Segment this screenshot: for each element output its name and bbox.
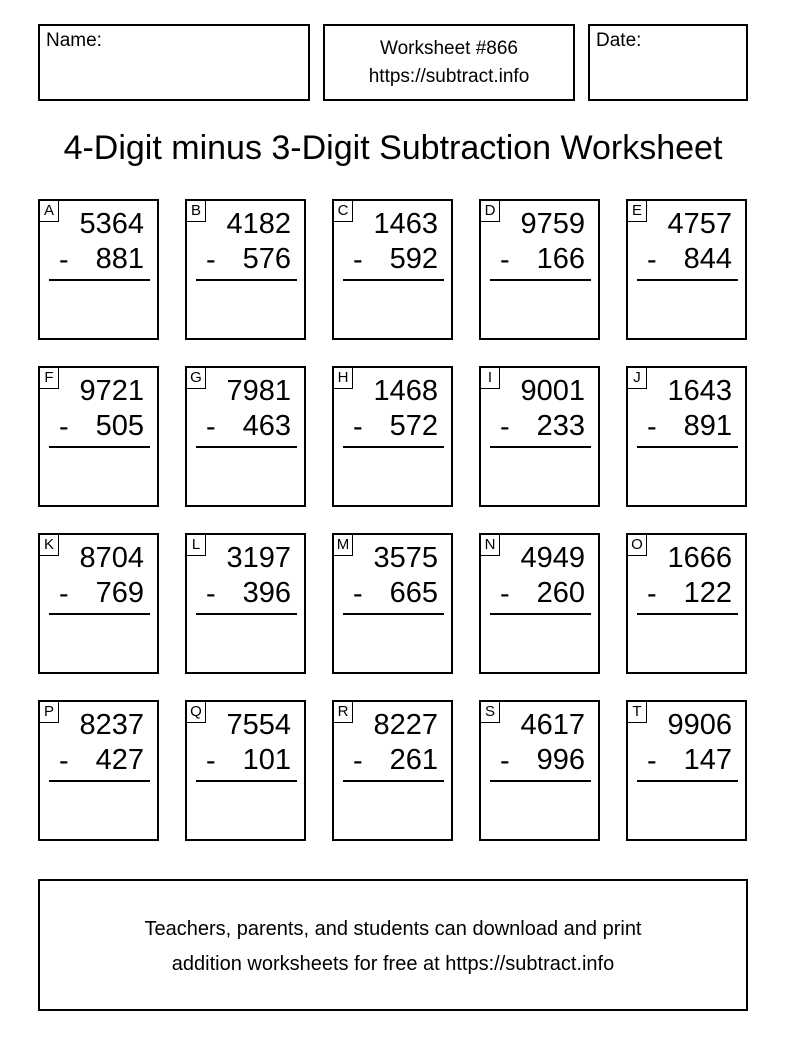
subtrahend: 261: [389, 744, 438, 776]
problem-l[interactable]: [185, 533, 306, 674]
problem-e[interactable]: [626, 199, 747, 340]
minuend: 5364: [79, 208, 144, 240]
problem-m[interactable]: [332, 533, 453, 674]
problem-letter: O: [627, 534, 647, 556]
minus-sign: -: [353, 578, 363, 610]
minuend: 8704: [79, 542, 144, 574]
answer-line: [637, 613, 738, 615]
minuend: 4182: [226, 208, 291, 240]
footer-line-2: addition worksheets for free at https://subtract.info: [171, 953, 615, 975]
minuend: 1463: [373, 208, 438, 240]
problem-r[interactable]: [332, 700, 453, 841]
subtrahend: 844: [683, 243, 732, 275]
subtrahend: 260: [536, 577, 585, 609]
worksheet-info-box: [323, 24, 575, 101]
problem-s[interactable]: [479, 700, 600, 841]
footer-line-1: Teachers, parents, and students can download and print: [144, 918, 642, 940]
problem-letter: D: [480, 200, 500, 222]
subtrahend: 463: [242, 410, 291, 442]
problem-letter: N: [480, 534, 500, 556]
subtrahend: 505: [95, 410, 144, 442]
minus-sign: -: [206, 411, 216, 443]
answer-line: [49, 780, 150, 782]
name-label: Name:: [46, 30, 102, 51]
minuend: 3575: [373, 542, 438, 574]
date-field[interactable]: [588, 24, 748, 101]
problem-n[interactable]: [479, 533, 600, 674]
name-field[interactable]: [38, 24, 310, 101]
subtrahend: 101: [242, 744, 291, 776]
problem-letter: L: [186, 534, 206, 556]
problem-letter: M: [333, 534, 353, 556]
minus-sign: -: [206, 244, 216, 276]
answer-line: [49, 446, 150, 448]
answer-line: [196, 780, 297, 782]
minus-sign: -: [59, 411, 69, 443]
problem-b[interactable]: [185, 199, 306, 340]
subtrahend: 592: [389, 243, 438, 275]
answer-line: [490, 613, 591, 615]
subtrahend: 881: [95, 243, 144, 275]
answer-line: [343, 446, 444, 448]
subtrahend: 122: [683, 577, 732, 609]
problem-f[interactable]: [38, 366, 159, 507]
problem-q[interactable]: [185, 700, 306, 841]
subtrahend: 166: [536, 243, 585, 275]
subtrahend: 996: [536, 744, 585, 776]
minus-sign: -: [647, 578, 657, 610]
problem-letter: A: [39, 200, 59, 222]
minus-sign: -: [500, 411, 510, 443]
problem-letter: K: [39, 534, 59, 556]
subtrahend: 396: [242, 577, 291, 609]
problem-letter: H: [333, 367, 353, 389]
answer-line: [490, 780, 591, 782]
problem-letter: R: [333, 701, 353, 723]
problem-d[interactable]: [479, 199, 600, 340]
problem-letter: Q: [186, 701, 206, 723]
answer-line: [196, 613, 297, 615]
minuend: 4757: [667, 208, 732, 240]
minus-sign: -: [353, 244, 363, 276]
minuend: 1666: [667, 542, 732, 574]
subtrahend: 233: [536, 410, 585, 442]
answer-line: [343, 613, 444, 615]
subtrahend: 891: [683, 410, 732, 442]
minuend: 7554: [226, 709, 291, 741]
minus-sign: -: [647, 244, 657, 276]
minus-sign: -: [206, 578, 216, 610]
problem-letter: P: [39, 701, 59, 723]
minuend: 9721: [79, 375, 144, 407]
minus-sign: -: [59, 745, 69, 777]
problem-c[interactable]: [332, 199, 453, 340]
problem-p[interactable]: [38, 700, 159, 841]
problem-letter: J: [627, 367, 647, 389]
answer-line: [490, 446, 591, 448]
problem-letter: B: [186, 200, 206, 222]
minuend: 4617: [520, 709, 585, 741]
answer-line: [49, 613, 150, 615]
minuend: 4949: [520, 542, 585, 574]
problem-k[interactable]: [38, 533, 159, 674]
date-label: Date:: [596, 30, 642, 51]
answer-line: [637, 279, 738, 281]
subtrahend: 576: [242, 243, 291, 275]
minuend: 7981: [226, 375, 291, 407]
answer-line: [343, 780, 444, 782]
minuend: 9001: [520, 375, 585, 407]
subtrahend: 769: [95, 577, 144, 609]
minus-sign: -: [206, 745, 216, 777]
answer-line: [196, 279, 297, 281]
problem-t[interactable]: [626, 700, 747, 841]
answer-line: [637, 446, 738, 448]
subtrahend: 147: [683, 744, 732, 776]
minuend: 1468: [373, 375, 438, 407]
problem-i[interactable]: [479, 366, 600, 507]
subtrahend: 427: [95, 744, 144, 776]
minuend: 9906: [667, 709, 732, 741]
minus-sign: -: [647, 745, 657, 777]
minus-sign: -: [59, 578, 69, 610]
problem-letter: E: [627, 200, 647, 222]
problem-letter: C: [333, 200, 353, 222]
minus-sign: -: [500, 578, 510, 610]
problem-letter: T: [627, 701, 647, 723]
minus-sign: -: [59, 244, 69, 276]
minus-sign: -: [353, 745, 363, 777]
footer-note: [38, 879, 748, 1011]
answer-line: [196, 446, 297, 448]
minus-sign: -: [647, 411, 657, 443]
problem-letter: I: [480, 367, 500, 389]
problem-a[interactable]: [38, 199, 159, 340]
minus-sign: -: [500, 745, 510, 777]
subtrahend: 665: [389, 577, 438, 609]
problem-letter: S: [480, 701, 500, 723]
problem-j[interactable]: [626, 366, 747, 507]
subtrahend: 572: [389, 410, 438, 442]
minuend: 8237: [79, 709, 144, 741]
minus-sign: -: [353, 411, 363, 443]
answer-line: [49, 279, 150, 281]
problem-h[interactable]: [332, 366, 453, 507]
minuend: 3197: [226, 542, 291, 574]
minus-sign: -: [500, 244, 510, 276]
minuend: 8227: [373, 709, 438, 741]
page-title: 4-Digit minus 3-Digit Subtraction Worksheet: [63, 129, 723, 167]
worksheet-number: Worksheet #866: [379, 37, 518, 59]
answer-line: [490, 279, 591, 281]
problem-g[interactable]: [185, 366, 306, 507]
minuend: 9759: [520, 208, 585, 240]
answer-line: [637, 780, 738, 782]
worksheet-url: https://subtract.info: [368, 65, 530, 87]
problem-o[interactable]: [626, 533, 747, 674]
problem-letter: G: [186, 367, 206, 389]
problem-letter: F: [39, 367, 59, 389]
minuend: 1643: [667, 375, 732, 407]
answer-line: [343, 279, 444, 281]
